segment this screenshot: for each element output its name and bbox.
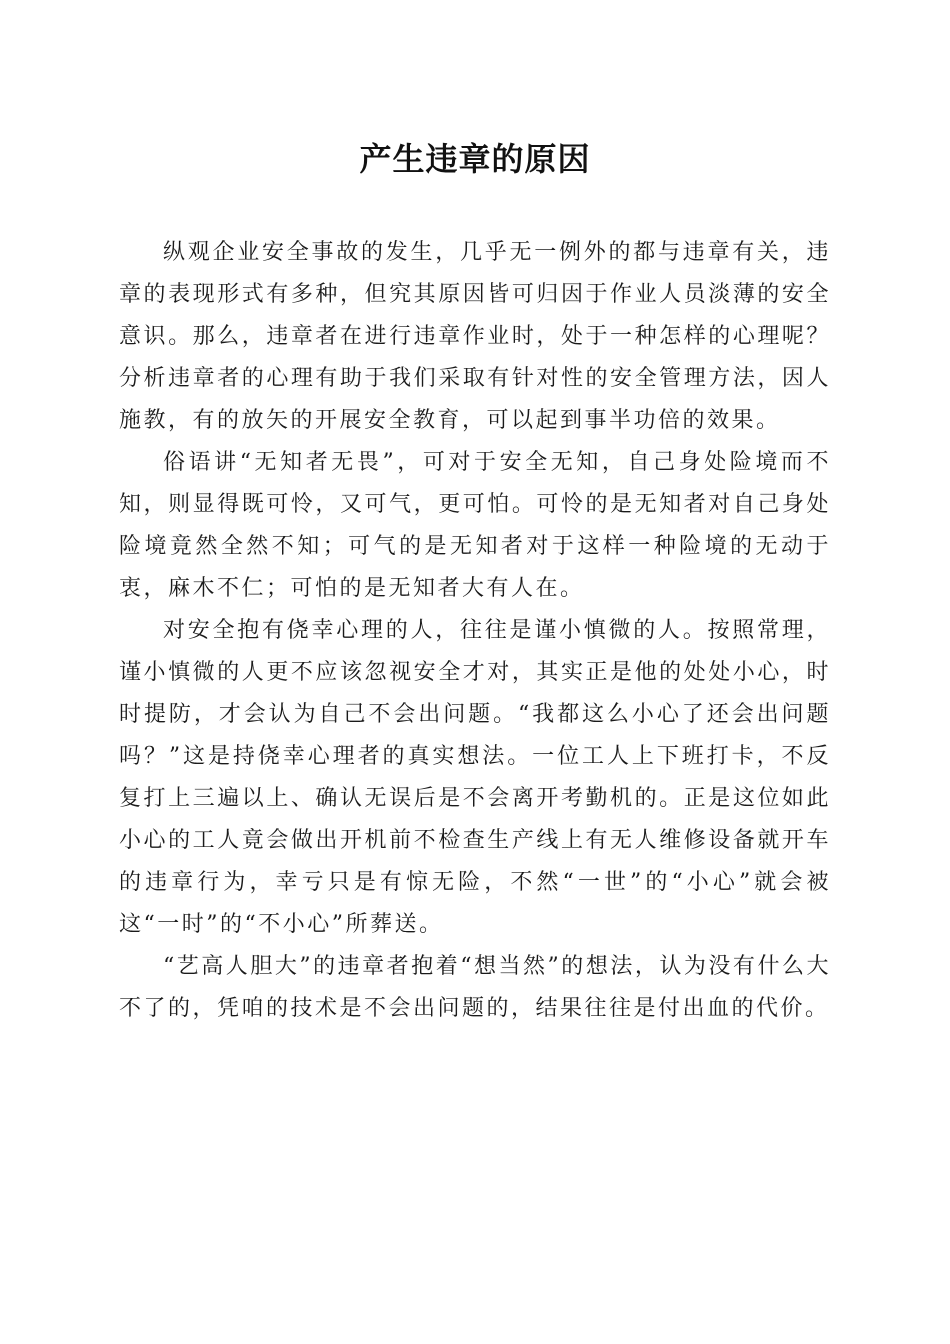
document-body: [119, 232, 831, 1030]
document-title: 产生违章的原因: [359, 140, 591, 178]
paragraph-2: 俗语讲“无知者无畏”，可对于安全无知，自己身处险境而不知，则显得既可怜，又可气，更可怕。可怜的是无知者对自己身处险境竟然全然不知；可气的是无知者对于这样一种险境的无动于衷，麻木不仁；可怕的是无知者大有人在。: [119, 450, 831, 601]
paragraph-3: 对安全抱有侥幸心理的人，往往是谨小慎微的人。按照常理，谨小慎微的人更不应该忽视安全才对，其实正是他的处处小心，时时提防，才会认为自己不会出问题。“我都这么小心了还会出问题吗？”这是持侥幸心理者的真实想法。一位工人上下班打卡，不反复打上三遍以上、确认无误后是不会离开考勤机的。正是这位如此小心的工人竟会做出开机前不检查生产线上有无人维修设备就开车的违章行为，幸亏只是有惊无险，不然“一世”的“小心”就会被这“一时”的“不小心”所葬送。: [119, 618, 831, 937]
paragraph-4: “艺高人胆大”的违章者抱着“想当然”的想法，认为没有什么大不了的，凭咱的技术是不会出问题的，结果往往是付出血的代价。: [119, 954, 831, 1021]
paragraph-1: 纵观企业安全事故的发生，几乎无一例外的都与违章有关，违章的表现形式有多种，但究其原因皆可归因于作业人员淡薄的安全意识。那么，违章者在进行违章作业时，处于一种怎样的心理呢？分析违章者的心理有助于我们采取有针对性的安全管理方法，因人施教，有的放矢的开展安全教育，可以起到事半功倍的效果。: [119, 240, 831, 433]
